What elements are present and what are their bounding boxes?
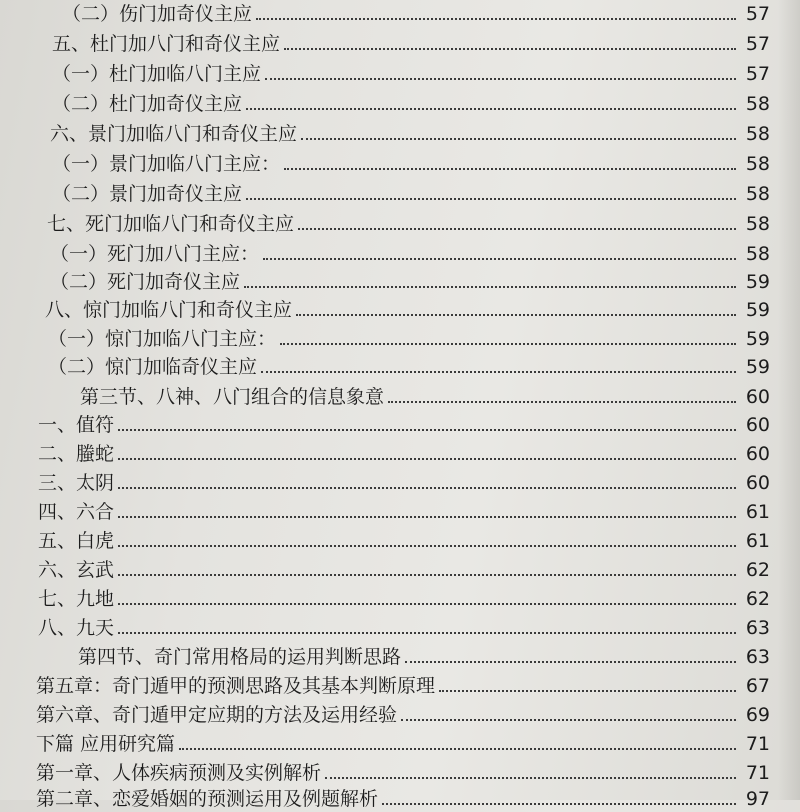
dot-leader	[246, 108, 736, 110]
toc-entry-title: （二）景门加奇仪主应	[52, 183, 243, 205]
dot-leader	[118, 516, 736, 518]
toc-entry-title: 第五章：奇门遁甲的预测思路及其基本判断原理	[36, 675, 436, 697]
toc-entry-title: 八、九天	[38, 617, 115, 639]
dot-leader	[179, 748, 736, 750]
toc-entry-title: 六、玄武	[38, 559, 115, 581]
toc-section-heading	[80, 380, 770, 410]
toc-entry-page: 71	[745, 762, 770, 784]
toc-chapter-heading	[36, 698, 770, 728]
toc-entry	[38, 408, 770, 438]
toc-entry	[52, 57, 770, 87]
dot-leader	[296, 314, 736, 316]
dot-leader	[256, 18, 736, 20]
dot-leader	[263, 258, 736, 260]
toc-entry-page: 62	[745, 559, 770, 581]
toc-entry	[38, 582, 770, 612]
toc-entry-title: 六、景门加临八门和奇仪主应	[50, 123, 298, 145]
toc-entry-title: （一）死门加八门主应：	[50, 243, 260, 265]
dot-leader	[280, 343, 736, 345]
dot-leader	[118, 487, 736, 489]
toc-entry-title: （二）惊门加临奇仪主应	[48, 356, 258, 378]
toc-entry-title: （一）杜门加临八门主应	[52, 63, 262, 85]
toc-entry-title: 第二章、恋爱婚姻的预测运用及例题解析	[36, 788, 379, 810]
dot-leader	[382, 803, 736, 805]
toc-entry-title: （二）伤门加奇仪主应	[62, 3, 253, 25]
toc-entry-page: 58	[745, 153, 770, 175]
toc-entry	[50, 265, 770, 295]
dot-leader	[118, 574, 736, 576]
toc-entry-page: 58	[745, 183, 770, 205]
toc-entry	[52, 27, 770, 57]
dot-leader	[118, 458, 736, 460]
toc-part-heading	[36, 727, 770, 757]
dot-leader	[118, 429, 736, 431]
toc-entry	[38, 611, 770, 641]
dot-leader	[298, 228, 736, 230]
toc-entry	[50, 117, 770, 147]
toc-entry-title: （二）杜门加奇仪主应	[52, 93, 243, 115]
toc-entry	[48, 350, 770, 380]
toc-entry-page: 57	[745, 63, 770, 85]
toc-chapter-heading	[36, 782, 770, 812]
toc-entry-page: 69	[745, 704, 770, 726]
toc-entry-title: 七、九地	[38, 588, 115, 610]
toc-entry-title: （一）景门加临八门主应：	[52, 153, 281, 175]
toc-entry-title: 七、死门加临八门和奇仪主应	[47, 213, 295, 235]
toc-entry	[38, 466, 770, 496]
toc-entry-page: 57	[745, 33, 770, 55]
toc-entry-page: 61	[745, 530, 770, 552]
toc-entry-page: 60	[745, 386, 770, 408]
toc-entry-title: （一）惊门加临八门主应：	[48, 328, 277, 350]
page-edge-shadow	[778, 0, 800, 800]
toc-section-heading	[78, 640, 770, 670]
toc-entry	[38, 553, 770, 583]
toc-entry	[52, 177, 770, 207]
toc-entry-page: 60	[745, 472, 770, 494]
toc-entry-page: 97	[745, 788, 770, 810]
toc-entry-page: 59	[745, 271, 770, 293]
toc-entry-title: 一、值符	[38, 414, 115, 436]
toc-entry-title: （二）死门加奇仪主应	[50, 271, 241, 293]
dot-leader	[439, 690, 736, 692]
dot-leader	[301, 138, 736, 140]
dot-leader	[246, 198, 736, 200]
dot-leader	[401, 719, 736, 721]
toc-entry-page: 67	[745, 675, 770, 697]
dot-leader	[118, 545, 736, 547]
dot-leader	[265, 78, 736, 80]
toc-entry-title: 二、螣蛇	[38, 443, 115, 465]
toc-entry-title: 五、白虎	[38, 530, 115, 552]
dot-leader	[244, 286, 736, 288]
dot-leader	[325, 777, 736, 779]
toc-entry-page: 59	[745, 299, 770, 321]
toc-entry	[38, 524, 770, 554]
toc-entry-page: 61	[745, 501, 770, 523]
dot-leader	[284, 168, 736, 170]
toc-entry-title: 三、太阴	[38, 472, 115, 494]
toc-entry-page: 63	[745, 617, 770, 639]
dot-leader	[118, 632, 736, 634]
toc-entry-page: 59	[745, 356, 770, 378]
toc-entry-title: 第三节、八神、八门组合的信息象意	[80, 386, 385, 408]
toc-entry-title: 五、杜门加八门和奇仪主应	[52, 33, 281, 55]
toc-entry-page: 63	[745, 646, 770, 668]
toc-entry-title: 四、六合	[38, 501, 115, 523]
toc-entry	[62, 0, 770, 27]
toc-entry-title: 第四节、奇门常用格局的运用判断思路	[78, 646, 402, 668]
toc-entry	[38, 437, 770, 467]
toc-entry	[52, 147, 770, 177]
toc-entry-page: 57	[745, 3, 770, 25]
toc-entry-title: 第一章、人体疾病预测及实例解析	[36, 762, 322, 784]
dot-leader	[261, 371, 736, 373]
toc-chapter-heading	[36, 669, 770, 699]
toc-entry	[45, 293, 770, 323]
dot-leader	[405, 661, 736, 663]
toc-entry-page: 58	[745, 123, 770, 145]
toc-entry-page: 60	[745, 414, 770, 436]
toc-entry-title: 八、惊门加临八门和奇仪主应	[45, 299, 293, 321]
toc-entry-page: 60	[745, 443, 770, 465]
toc-entry-page: 71	[745, 733, 770, 755]
toc-entry	[50, 237, 770, 267]
toc-entry	[38, 495, 770, 525]
toc-entry-page: 62	[745, 588, 770, 610]
toc-entry-page: 59	[745, 328, 770, 350]
toc-entry-page: 58	[745, 93, 770, 115]
toc-entry	[52, 87, 770, 117]
toc-entry-page: 58	[745, 243, 770, 265]
toc-entry	[48, 322, 770, 352]
dot-leader	[118, 603, 736, 605]
toc-entry-page: 58	[745, 213, 770, 235]
dot-leader	[388, 401, 736, 403]
toc-entry-title: 下篇 应用研究篇	[36, 733, 176, 755]
toc-entry	[47, 207, 770, 237]
toc-entry-title: 第六章、奇门遁甲定应期的方法及运用经验	[36, 704, 398, 726]
dot-leader	[284, 48, 736, 50]
